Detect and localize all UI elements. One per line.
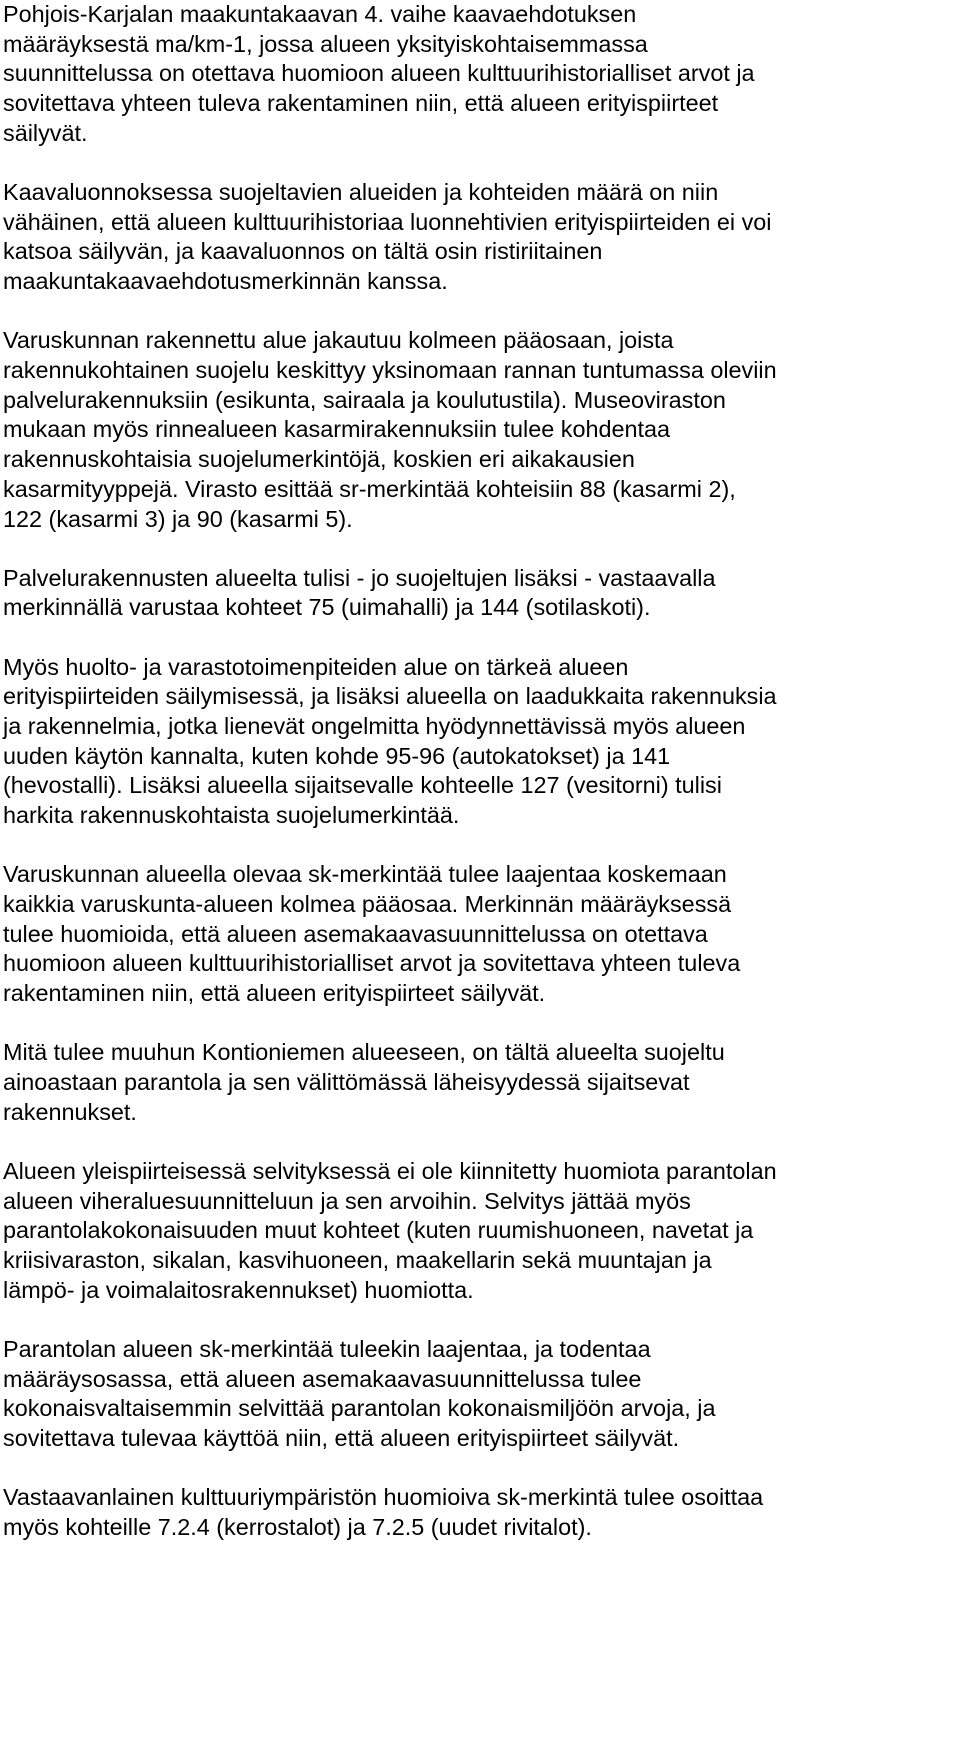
text-line: rakennukset.	[3, 1098, 137, 1125]
paragraph	[3, 1157, 958, 1306]
text-line: säilyvät.	[3, 119, 88, 146]
text-line: 122 (kasarmi 3) ja 90 (kasarmi 5).	[3, 505, 353, 532]
text-line: Myös huolto- ja varastotoimenpiteiden alue on tärkeä alueen	[3, 653, 629, 680]
text-line: mukaan myös rinnealueen kasarmirakennuksiin tulee kohdentaa	[3, 416, 671, 443]
text-line: sovitettava tulevaa käyttöä niin, että alueen erityispiirteet säilyvät.	[3, 1425, 680, 1452]
paragraph	[3, 326, 958, 534]
text-line: (hevostalli). Lisäksi alueella sijaitsevalle kohteelle 127 (vesitorni) tulisi	[3, 772, 722, 799]
text-line: vähäinen, että alueen kulttuurihistoriaa luonnehtivien erityispiirteiden ei voi	[3, 208, 772, 235]
paragraph	[3, 1038, 958, 1127]
text-line: harkita rakennuskohtaista suojelumerkintää.	[3, 802, 460, 829]
text-line: Varuskunnan alueella olevaa sk-merkintää tulee laajentaa koskemaan	[3, 861, 727, 888]
paragraph	[3, 860, 958, 1009]
text-line: rakentaminen niin, että alueen erityispiirteet säilyvät.	[3, 980, 546, 1007]
text-line: ainoastaan parantola ja sen välittömässä läheisyydessä sijaitsevat	[3, 1069, 690, 1096]
text-line: rakennuskohtaisia suojelumerkintöjä, koskien eri aikakausien	[3, 446, 635, 473]
text-line: alueen viheraluesuunnitteluun ja sen arvoihin. Selvitys jättää myös	[3, 1187, 691, 1214]
text-line: kokonaisvaltaisemmin selvittää parantolan kokonaismiljöön arvoja, ja	[3, 1395, 716, 1422]
paragraph	[3, 178, 958, 297]
text-line: sovitettava yhteen tuleva rakentaminen niin, että alueen erityispiirteet	[3, 90, 719, 117]
text-line: palvelurakennuksiin (esikunta, sairaala ja koulutustila). Museoviraston	[3, 386, 726, 413]
text-line: Parantolan alueen sk-merkintää tuleekin laajentaa, ja todentaa	[3, 1336, 651, 1363]
text-line: huomioon alueen kulttuurihistorialliset arvot ja sovitettava yhteen tuleva	[3, 950, 741, 977]
text-line: kriisivaraston, sikalan, kasvihuoneen, maakellarin sekä muuntajan ja	[3, 1247, 712, 1274]
document-page	[3, 0, 958, 1572]
text-line: Palvelurakennusten alueelta tulisi - jo suojeltujen lisäksi - vastaavalla	[3, 564, 716, 591]
text-line: suunnittelussa on otettava huomioon alueen kulttuurihistorialliset arvot ja	[3, 60, 755, 87]
text-line: Alueen yleispiirteisessä selvityksessä ei ole kiinnitetty huomiota parantolan	[3, 1158, 777, 1184]
text-line: erityispiirteiden säilymisessä, ja lisäksi alueella on laadukkaita rakennuksia	[3, 683, 777, 710]
paragraph	[3, 653, 958, 831]
text-line: ja rakennelmia, jotka lienevät ongelmitta hyödynnettävissä myös alueen	[3, 713, 746, 740]
paragraph	[3, 1335, 958, 1454]
text-line: katsoa säilyvän, ja kaavaluonnos on tältä osin ristiriitainen	[3, 238, 603, 265]
text-line: määräyksestä ma/km-1, jossa alueen yksityiskohtaisemmassa	[3, 30, 648, 57]
paragraph	[3, 1483, 958, 1542]
text-line: Vastaavanlainen kulttuuriympäristön huomioiva sk-merkintä tulee osoittaa	[3, 1484, 764, 1511]
text-line: kaikkia varuskunta-alueen kolmea pääosaa. Merkinnän määräyksessä	[3, 891, 732, 918]
text-line: Kaavaluonnoksessa suojeltavien alueiden ja kohteiden määrä on niin	[3, 179, 719, 206]
text-line: myös kohteille 7.2.4 (kerrostalot) ja 7.2.5 (uudet rivitalot).	[3, 1514, 592, 1541]
text-line: kasarmityyppejä. Virasto esittää sr-merkintää kohteisiin 88 (kasarmi 2),	[3, 475, 736, 502]
text-line: parantolakokonaisuuden muut kohteet (kuten ruumishuoneen, navetat ja	[3, 1217, 754, 1244]
paragraph	[3, 564, 958, 623]
text-line: merkinnällä varustaa kohteet 75 (uimahalli) ja 144 (sotilaskoti).	[3, 594, 651, 621]
text-line: uuden käytön kannalta, kuten kohde 95-96 (autokatokset) ja 141	[3, 742, 671, 769]
text-line: määräysosassa, että alueen asemakaavasuunnittelussa tulee	[3, 1365, 642, 1392]
paragraph	[3, 0, 958, 149]
text-line: lämpö- ja voimalaitosrakennukset) huomiotta.	[3, 1276, 474, 1303]
text-line: Varuskunnan rakennettu alue jakautuu kolmeen pääosaan, joista	[3, 327, 674, 354]
text-line: maakuntakaavaehdotusmerkinnän kanssa.	[3, 268, 448, 295]
text-line: rakennukohtainen suojelu keskittyy yksinomaan rannan tuntumassa oleviin	[3, 357, 777, 384]
text-line: tulee huomioida, että alueen asemakaavasuunnittelussa on otettava	[3, 920, 708, 947]
text-line: Mitä tulee muuhun Kontioniemen alueeseen, on tältä alueelta suojeltu	[3, 1039, 725, 1066]
text-line: Pohjois-Karjalan maakuntakaavan 4. vaihe kaavaehdotuksen	[3, 1, 637, 27]
